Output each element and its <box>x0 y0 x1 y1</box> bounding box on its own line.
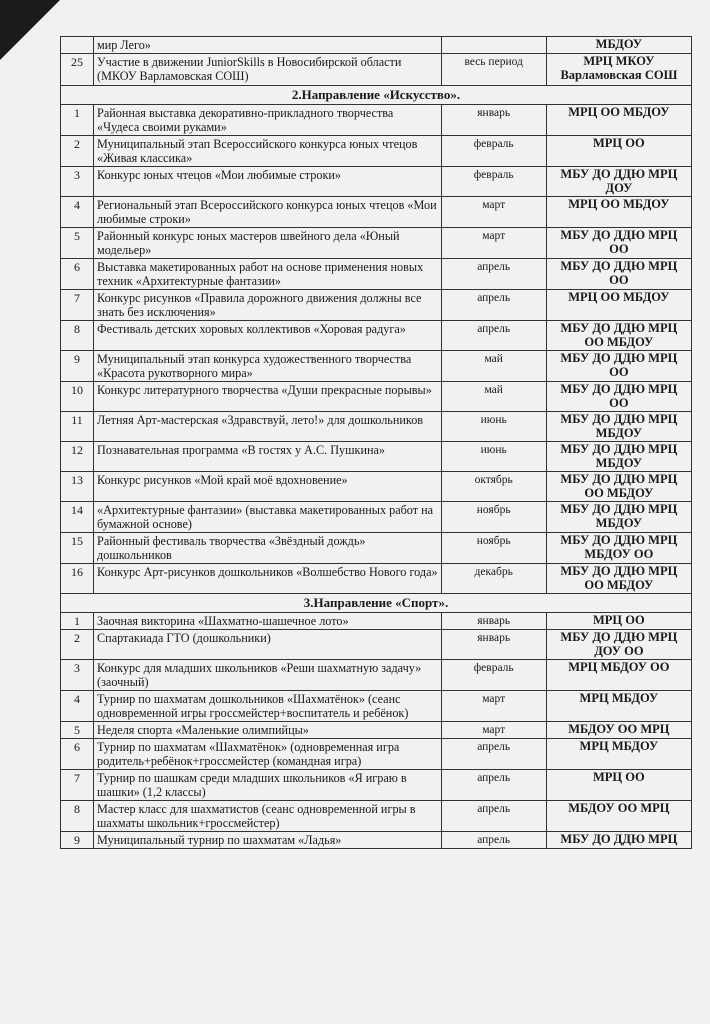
row-number: 1 <box>61 613 94 630</box>
table-row <box>61 660 692 691</box>
table-row <box>61 442 692 472</box>
event-responsible: МРЦ ОО <box>546 770 691 801</box>
event-name: «Архитектурные фантазии» (выставка макетированных работ на бумажной основе) <box>94 502 442 533</box>
event-responsible: МРЦ МБДОУ ОО <box>546 660 691 691</box>
table-row <box>61 197 692 228</box>
event-period: весь период <box>441 54 546 86</box>
event-period: май <box>441 382 546 412</box>
table-row <box>61 412 692 442</box>
event-name: Районный фестиваль творчества «Звёздный дождь» дошкольников <box>94 533 442 564</box>
event-period: июнь <box>441 442 546 472</box>
table-row <box>61 228 692 259</box>
event-period: февраль <box>441 660 546 691</box>
event-responsible: МБУ ДО ДДЮ МРЦ ОО <box>546 259 691 290</box>
row-number: 10 <box>61 382 94 412</box>
event-responsible: МБДОУ ОО МРЦ <box>546 722 691 739</box>
event-period: март <box>441 691 546 722</box>
event-responsible: МРЦ МБДОУ <box>546 739 691 770</box>
event-name: Конкурс юных чтецов «Мои любимые строки» <box>94 167 442 197</box>
event-name: Муниципальный этап Всероссийского конкурса юных чтецов «Живая классика» <box>94 136 442 167</box>
event-period: апрель <box>441 321 546 351</box>
event-responsible: МБУ ДО ДДЮ МРЦ МБДОУ ОО <box>546 533 691 564</box>
row-number: 2 <box>61 630 94 660</box>
row-number: 1 <box>61 105 94 136</box>
row-number: 4 <box>61 197 94 228</box>
row-number: 9 <box>61 832 94 849</box>
row-number: 5 <box>61 722 94 739</box>
table-row <box>61 136 692 167</box>
table-row <box>61 502 692 533</box>
event-name: мир Лего» <box>94 37 442 54</box>
event-period: март <box>441 722 546 739</box>
event-name: Мастер класс для шахматистов (сеанс одновременной игры в шахматы школьник+гроссмейстер) <box>94 801 442 832</box>
row-number: 15 <box>61 533 94 564</box>
event-period: январь <box>441 105 546 136</box>
event-responsible: МРЦ ОО МБДОУ <box>546 290 691 321</box>
row-number: 13 <box>61 472 94 502</box>
table-row <box>61 105 692 136</box>
event-responsible: МБУ ДО ДДЮ МРЦ ОО МБДОУ <box>546 472 691 502</box>
event-responsible: МБУ ДО ДДЮ МРЦ МБДОУ <box>546 502 691 533</box>
section-header <box>61 86 692 105</box>
event-responsible: МБДОУ ОО МРЦ <box>546 801 691 832</box>
event-name: Муниципальный этап конкурса художественного творчества «Красота рукотворного мира» <box>94 351 442 382</box>
event-name: Конкурс рисунков «Мой край моё вдохновение» <box>94 472 442 502</box>
event-responsible: МРЦ ОО <box>546 136 691 167</box>
event-name: Конкурс литературного творчества «Души прекрасные порывы» <box>94 382 442 412</box>
table-row <box>61 770 692 801</box>
event-responsible: МБУ ДО ДДЮ МРЦ МБДОУ <box>546 412 691 442</box>
table-row <box>61 630 692 660</box>
event-responsible: МБУ ДО ДДЮ МРЦ МБДОУ <box>546 442 691 472</box>
event-responsible: МБУ ДО ДДЮ МРЦ ОО <box>546 228 691 259</box>
event-name: Выставка макетированных работ на основе применения новых техник «Архитектурные фантазии» <box>94 259 442 290</box>
row-number: 8 <box>61 801 94 832</box>
event-period: декабрь <box>441 564 546 594</box>
event-period: апрель <box>441 290 546 321</box>
table-row <box>61 259 692 290</box>
row-number: 8 <box>61 321 94 351</box>
event-responsible: МБУ ДО ДДЮ МРЦ ОО <box>546 382 691 412</box>
event-period <box>441 37 546 54</box>
table-row <box>61 739 692 770</box>
event-period: февраль <box>441 136 546 167</box>
row-number: 7 <box>61 290 94 321</box>
table-row <box>61 37 692 54</box>
row-number: 6 <box>61 739 94 770</box>
event-responsible: МРЦ МБДОУ <box>546 691 691 722</box>
table-row <box>61 613 692 630</box>
table-row <box>61 533 692 564</box>
table-row <box>61 351 692 382</box>
row-number <box>61 37 94 54</box>
table-row <box>61 691 692 722</box>
event-name: Конкурс рисунков «Правила дорожного движения должны все знать без исключения» <box>94 290 442 321</box>
row-number: 2 <box>61 136 94 167</box>
event-name: Муниципальный турнир по шахматам «Ладья» <box>94 832 442 849</box>
table-row <box>61 382 692 412</box>
event-period: апрель <box>441 770 546 801</box>
event-period: март <box>441 197 546 228</box>
table-row <box>61 722 692 739</box>
event-name: Фестиваль детских хоровых коллективов «Хоровая радуга» <box>94 321 442 351</box>
event-period: май <box>441 351 546 382</box>
table-row <box>61 832 692 849</box>
document-page <box>60 36 692 849</box>
row-number: 3 <box>61 660 94 691</box>
event-responsible: МБУ ДО ДДЮ МРЦ ОО МБДОУ <box>546 321 691 351</box>
event-responsible: МБУ ДО ДДЮ МРЦ ОО <box>546 351 691 382</box>
event-period: июнь <box>441 412 546 442</box>
event-period: март <box>441 228 546 259</box>
row-number: 6 <box>61 259 94 290</box>
event-period: ноябрь <box>441 533 546 564</box>
event-name: Неделя спорта «Маленькие олимпийцы» <box>94 722 442 739</box>
event-name: Турнир по шашкам среди младших школьников «Я играю в шашки» (1,2 классы) <box>94 770 442 801</box>
event-period: ноябрь <box>441 502 546 533</box>
event-period: апрель <box>441 259 546 290</box>
events-table <box>60 36 692 849</box>
event-period: апрель <box>441 801 546 832</box>
event-responsible: МБУ ДО ДДЮ МРЦ ДОУ <box>546 167 691 197</box>
table-row <box>61 564 692 594</box>
row-number: 25 <box>61 54 94 86</box>
section-title: 2.Направление «Искусство». <box>61 86 692 105</box>
event-responsible: МРЦ ОО МБДОУ <box>546 197 691 228</box>
table-row <box>61 801 692 832</box>
event-period: февраль <box>441 167 546 197</box>
row-number: 16 <box>61 564 94 594</box>
section-header <box>61 594 692 613</box>
event-name: Конкурс для младших школьников «Реши шахматную задачу» (заочный) <box>94 660 442 691</box>
event-period: январь <box>441 630 546 660</box>
table-row <box>61 472 692 502</box>
row-number: 14 <box>61 502 94 533</box>
event-name: Конкурс Арт-рисунков дошкольников «Волшебство Нового года» <box>94 564 442 594</box>
event-responsible: МБУ ДО ДДЮ МРЦ <box>546 832 691 849</box>
event-name: Участие в движении JuniorSkills в Новосибирской области (МКОУ Варламовская СОШ) <box>94 54 442 86</box>
row-number: 7 <box>61 770 94 801</box>
row-number: 11 <box>61 412 94 442</box>
event-name: Районная выставка декоративно-прикладного творчества «Чудеса своими руками» <box>94 105 442 136</box>
event-name: Познавательная программа «В гостях у А.С. Пушкина» <box>94 442 442 472</box>
row-number: 9 <box>61 351 94 382</box>
row-number: 3 <box>61 167 94 197</box>
event-name: Спартакиада ГТО (дошкольники) <box>94 630 442 660</box>
table-row <box>61 290 692 321</box>
row-number: 5 <box>61 228 94 259</box>
event-name: Региональный этап Всероссийского конкурса юных чтецов «Мои любимые строки» <box>94 197 442 228</box>
section-title: 3.Направление «Спорт». <box>61 594 692 613</box>
scan-corner-shadow <box>0 0 60 60</box>
event-period: апрель <box>441 739 546 770</box>
event-name: Районный конкурс юных мастеров швейного дела «Юный модельер» <box>94 228 442 259</box>
event-responsible: МБУ ДО ДДЮ МРЦ ДОУ ОО <box>546 630 691 660</box>
event-name: Заочная викторина «Шахматно-шашечное лото» <box>94 613 442 630</box>
table-row <box>61 321 692 351</box>
event-responsible: МРЦ ОО <box>546 613 691 630</box>
row-number: 12 <box>61 442 94 472</box>
event-name: Турнир по шахматам «Шахматёнок» (одновременная игра родитель+ребёнок+гроссмейстер (командная игра) <box>94 739 442 770</box>
event-period: апрель <box>441 832 546 849</box>
event-name: Турнир по шахматам дошкольников «Шахматёнок» (сеанс одновременной игры гроссмейстер+воспитатель и ребёнок) <box>94 691 442 722</box>
row-number: 4 <box>61 691 94 722</box>
event-responsible: МБДОУ <box>546 37 691 54</box>
event-period: январь <box>441 613 546 630</box>
event-name: Летняя Арт-мастерская «Здравствуй, лето!» для дошкольников <box>94 412 442 442</box>
table-row <box>61 54 692 86</box>
table-row <box>61 167 692 197</box>
event-responsible: МРЦ МКОУ Варламовская СОШ <box>546 54 691 86</box>
event-period: октябрь <box>441 472 546 502</box>
event-responsible: МБУ ДО ДДЮ МРЦ ОО МБДОУ <box>546 564 691 594</box>
event-responsible: МРЦ ОО МБДОУ <box>546 105 691 136</box>
